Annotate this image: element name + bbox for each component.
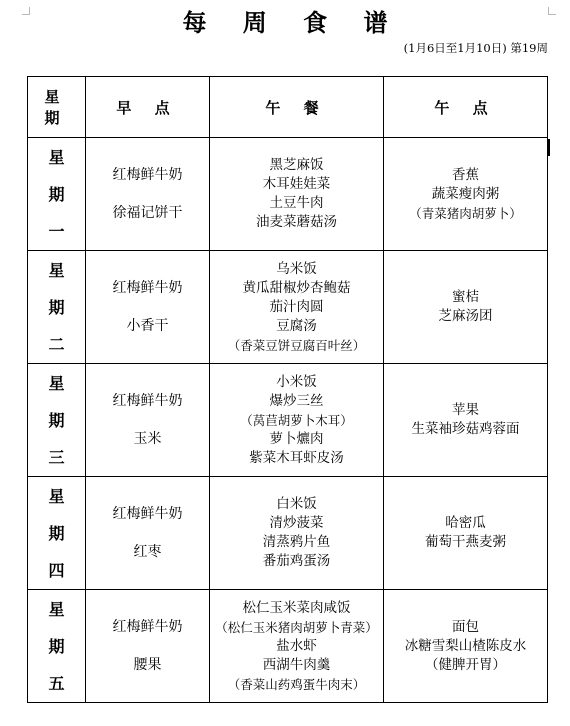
snack-item: 芝麻汤团 (438, 308, 493, 324)
lunch-item: 黑芝麻饭 (269, 157, 324, 173)
day-label-char: 星 (48, 599, 65, 619)
day-label-char: 星 (48, 260, 65, 280)
lunch-cell (210, 138, 384, 251)
lunch-item: 豆腐汤 (276, 317, 317, 334)
snack-item: 面包 (452, 618, 479, 635)
lunch-item: 土豆牛肉 (269, 195, 324, 211)
table-row-tuesday (28, 251, 548, 364)
day-label-char: 星 (48, 373, 65, 393)
lunch-item: 紫菜木耳虾皮汤 (249, 449, 344, 466)
breakfast-item: 徐福记饼干 (112, 205, 183, 221)
day-label-char: 期 (48, 297, 65, 317)
breakfast-cell (86, 364, 210, 477)
snack-item: 冰糖雪梨山楂陈皮水 (404, 637, 527, 654)
day-label-cell (28, 251, 86, 364)
lunch-item: 白米饭 (276, 496, 317, 512)
day-label-char: 期 (48, 410, 65, 430)
day-label-char: 期 (48, 184, 65, 204)
lunch-item: 木耳娃娃菜 (262, 176, 331, 192)
breakfast-item: 红梅鲜牛奶 (112, 506, 183, 522)
breakfast-cell (86, 477, 210, 590)
day-label-char: 五 (48, 673, 65, 693)
page-title: 每 周 食 谱 (182, 8, 402, 37)
breakfast-item: 红梅鲜牛奶 (112, 393, 183, 409)
day-label-cell (28, 364, 86, 477)
snack-item: 蔬菜瘦肉粥 (431, 185, 500, 202)
text-cursor (548, 139, 550, 156)
snack-item: 葡萄干燕麦粥 (425, 534, 506, 550)
lunch-cell (210, 251, 384, 364)
lunch-item: 茄汁肉圆 (269, 298, 324, 315)
day-label-char: 一 (48, 221, 65, 241)
snack-item: 苹果 (452, 402, 479, 418)
day-label-cell (28, 590, 86, 703)
lunch-item: 萝卜爊肉 (269, 430, 324, 447)
lunch-item: 清炒菠菜 (269, 515, 324, 531)
lunch-item: 乌米饭 (276, 260, 317, 277)
header-snack: 午 点 (384, 77, 548, 138)
snack-cell (384, 251, 548, 364)
snack-item: 蜜桔 (452, 289, 479, 305)
table-row-friday (28, 590, 548, 703)
breakfast-item: 小香干 (126, 318, 169, 334)
breakfast-spacer (86, 636, 209, 656)
day-label-char: 期 (48, 636, 65, 656)
snack-note: （青菜猪肉胡萝卜） (409, 205, 522, 221)
day-label-char: 星 (48, 486, 65, 506)
weekly-menu-table (27, 76, 548, 703)
snack-cell (384, 590, 548, 703)
header-lunch: 午 餐 (210, 77, 384, 138)
breakfast-item: 玉米 (133, 431, 162, 447)
lunch-note: （松仁玉米猪肉胡萝卜青菜） (215, 619, 378, 635)
day-label-char: 二 (48, 334, 65, 354)
lunch-cell (210, 364, 384, 477)
day-label-char: 星 (48, 147, 65, 167)
header-day: 星 期 (28, 77, 86, 138)
lunch-item: 盐水虾 (276, 637, 317, 654)
day-label-char: 四 (48, 560, 65, 580)
lunch-cell (210, 477, 384, 590)
lunch-cell (210, 590, 384, 703)
header-row (28, 77, 548, 138)
snack-item: 生菜袖珍菇鸡蓉面 (411, 421, 520, 437)
lunch-item: 松仁玉米菜肉咸饭 (242, 599, 351, 616)
snack-item: 香蕉 (452, 166, 479, 183)
day-label-char: 三 (48, 447, 65, 467)
snack-item: 哈密瓜 (445, 515, 486, 531)
breakfast-spacer (86, 410, 209, 430)
breakfast-spacer (86, 297, 209, 317)
day-label-char: 期 (48, 523, 65, 543)
lunch-item: 黄瓜甜椒炒杏鲍菇 (242, 279, 351, 296)
breakfast-spacer (86, 523, 209, 543)
lunch-note: （香菜山药鸡蛋牛肉末） (227, 676, 366, 692)
lunch-note: （莴苣胡萝卜木耳） (240, 412, 353, 428)
breakfast-item: 红枣 (133, 544, 162, 560)
breakfast-cell (86, 590, 210, 703)
day-label-cell (28, 477, 86, 590)
snack-cell (384, 364, 548, 477)
breakfast-spacer (86, 184, 209, 204)
date-range-subtitle: (1月6日至1月10日) 第19周 (403, 41, 548, 55)
breakfast-item: 红梅鲜牛奶 (112, 167, 183, 183)
breakfast-item: 红梅鲜牛奶 (112, 280, 183, 296)
breakfast-cell (86, 251, 210, 364)
breakfast-item: 红梅鲜牛奶 (112, 619, 183, 635)
lunch-item: 小米饭 (276, 373, 317, 390)
lunch-item: 番茄鸡蛋汤 (262, 553, 331, 569)
table-row-wednesday (28, 364, 548, 477)
table-row-monday (28, 138, 548, 251)
table-row-thursday (28, 477, 548, 590)
day-label-cell (28, 138, 86, 251)
breakfast-cell (86, 138, 210, 251)
breakfast-item: 腰果 (133, 657, 162, 673)
lunch-note: （香菜豆饼豆腐百叶丝） (227, 337, 366, 353)
lunch-item: 油麦菜蘑菇汤 (256, 214, 337, 230)
header-breakfast: 早 点 (86, 77, 210, 138)
snack-cell (384, 138, 548, 251)
lunch-item: 爆炒三丝 (269, 392, 324, 409)
lunch-item: 西湖牛肉羹 (262, 656, 331, 673)
snack-cell (384, 477, 548, 590)
snack-item: （健脾开胃） (425, 656, 506, 673)
lunch-item: 清蒸鸦片鱼 (262, 534, 331, 550)
